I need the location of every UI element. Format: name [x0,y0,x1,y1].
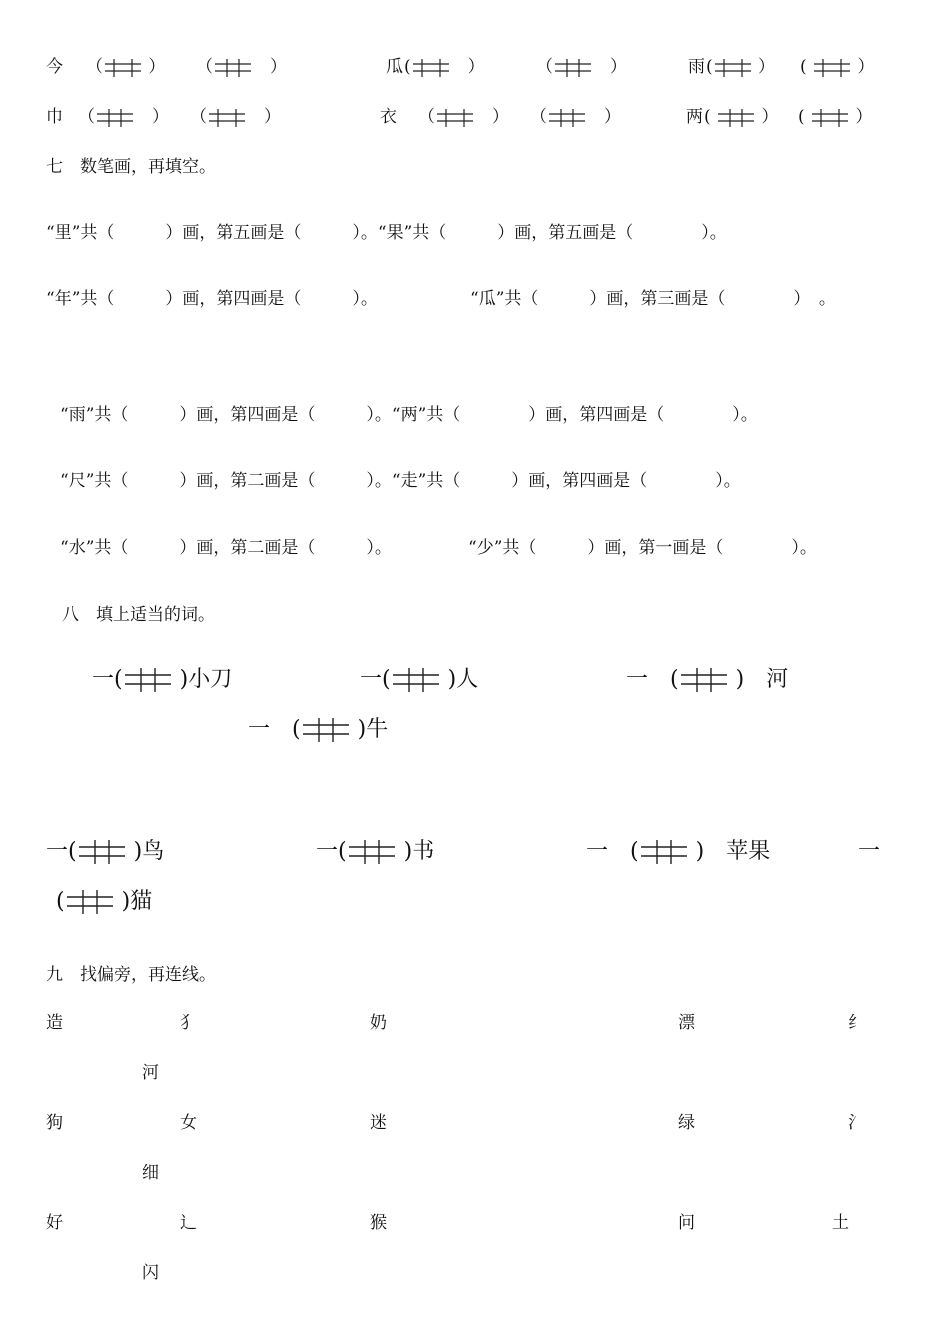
measure-one: 一 [586,839,609,864]
measure-word-item [248,712,388,743]
grid-box-double [391,667,441,693]
answer-box[interactable]: （ ） [530,107,621,127]
answer-box[interactable]: ( ） [798,107,873,127]
noun-knife: 小刀 [188,667,233,692]
measure-word-item [316,834,434,865]
answer-box[interactable]: ( ） [404,57,485,77]
char-gua: 瓜 [386,57,403,77]
measure-one: 一 [92,667,115,692]
answer-box[interactable]: ( ) [338,839,413,864]
measure-one: 一 [626,667,649,692]
answer-box[interactable]: ( ) [630,839,705,864]
noun-cat: 猫 [130,889,153,914]
answer-box[interactable]: ( ) [670,667,745,692]
section8-heading: 八 填上适当的词。 [62,605,215,625]
match-radical[interactable]: 氵 [848,1113,865,1133]
char-yu: 雨 [688,57,705,77]
match-radical[interactable]: 女 [180,1113,197,1133]
grid-box-double [679,667,729,693]
stroke-question-line[interactable]: “年”共（ ）画，第四画是（ ）。 [46,289,378,309]
match-char[interactable]: 好 [46,1213,63,1233]
grid-box-single [411,58,451,78]
char-liang: 两 [686,107,703,127]
match-char[interactable]: 漂 [678,1013,695,1033]
answer-box[interactable]: ( ) [382,667,457,692]
stroke-question-line[interactable]: “瓜”共（ ）画，第三画是（ ） 。 [470,289,836,309]
section9-heading: 九 找偏旁，再连线。 [46,965,216,985]
answer-box[interactable]: （ ） [86,57,166,77]
stroke-question-line[interactable]: “尺”共（ ）画，第二画是（ ）。“走”共（ ）画，第四画是（ ）。 [60,471,741,491]
measure-one: 一 [858,839,881,864]
grid-box-double [639,839,689,865]
noun-bird: 鸟 [142,839,165,864]
grid-box-single [810,108,850,128]
match-char[interactable]: 闪 [142,1263,159,1283]
measure-one: 一 [316,839,339,864]
match-radical[interactable]: 辶 [180,1213,197,1233]
answer-box[interactable]: ( ） [704,107,779,127]
answer-box[interactable]: ( ) [56,889,131,914]
measure-word-item [92,662,232,693]
grid-box-double [553,58,593,78]
noun-person: 人 [456,667,479,692]
match-char[interactable]: 造 [46,1013,63,1033]
grid-box-double [77,839,127,865]
match-char[interactable]: 绿 [678,1113,695,1133]
grid-box-double [347,839,397,865]
grid-box-double [547,108,587,128]
measure-word-item [46,834,164,865]
measure-word-item [56,884,152,915]
grid-box-double [123,667,173,693]
measure-word-item [360,662,478,693]
grid-box-single [207,108,247,128]
answer-box[interactable]: ( ) [68,839,143,864]
match-radical[interactable]: 土 [832,1213,849,1233]
answer-box[interactable]: （ ） [418,107,509,127]
match-char[interactable]: 狗 [46,1113,63,1133]
grid-box-double [716,108,756,128]
grid-box-single [812,58,852,78]
noun-river: 河 [766,667,789,692]
grid-box-single [435,108,475,128]
stroke-question-line[interactable]: “雨”共（ ）画，第四画是（ ）。“两”共（ ）画，第四画是（ ）。 [60,405,758,425]
grid-box-double [65,889,115,915]
measure-one: 一 [360,667,383,692]
noun-cow: 牛 [366,717,389,742]
grid-box-single [103,58,143,78]
grid-box-double [213,58,253,78]
grid-box-single [713,58,753,78]
char-jin-towel: 巾 [46,107,63,127]
grid-box-double [301,717,351,743]
noun-book: 书 [412,839,435,864]
answer-box[interactable]: ( ) [114,667,189,692]
stroke-question-line[interactable]: “里”共（ ）画，第五画是（ ）。“果”共（ ）画，第五画是（ ）。 [46,223,727,243]
section7-heading: 七 数笔画，再填空。 [46,157,216,177]
answer-box[interactable]: ( ） [706,57,776,77]
answer-box[interactable]: （ ） [190,107,281,127]
stroke-question-line[interactable]: “水”共（ ）画，第二画是（ ）。 [60,538,392,558]
match-char[interactable]: 迷 [370,1113,387,1133]
match-char[interactable]: 问 [678,1213,695,1233]
measure-one: 一 [248,717,271,742]
answer-box[interactable]: ( ） [800,57,875,77]
measure-one: 一 [46,839,69,864]
char-jin: 今 [46,57,63,77]
answer-box[interactable]: （ ） [536,57,627,77]
measure-word-item [626,662,788,693]
grid-box-double [95,108,135,128]
stroke-question-line[interactable]: “少”共（ ）画，第一画是（ ）。 [468,538,817,558]
match-char[interactable]: 奶 [370,1013,387,1033]
noun-apple: 苹果 [726,839,771,864]
answer-box[interactable]: ( ) [292,717,367,742]
answer-box[interactable]: （ ） [78,107,169,127]
measure-word-item [586,834,770,865]
match-radical[interactable]: 犭 [180,1013,197,1033]
match-char[interactable]: 河 [142,1063,159,1083]
match-radical[interactable]: 纟 [848,1013,865,1033]
match-char[interactable]: 细 [142,1163,159,1183]
answer-box[interactable]: （ ） [196,57,287,77]
match-char[interactable]: 猴 [370,1213,387,1233]
char-yi: 衣 [380,107,397,127]
